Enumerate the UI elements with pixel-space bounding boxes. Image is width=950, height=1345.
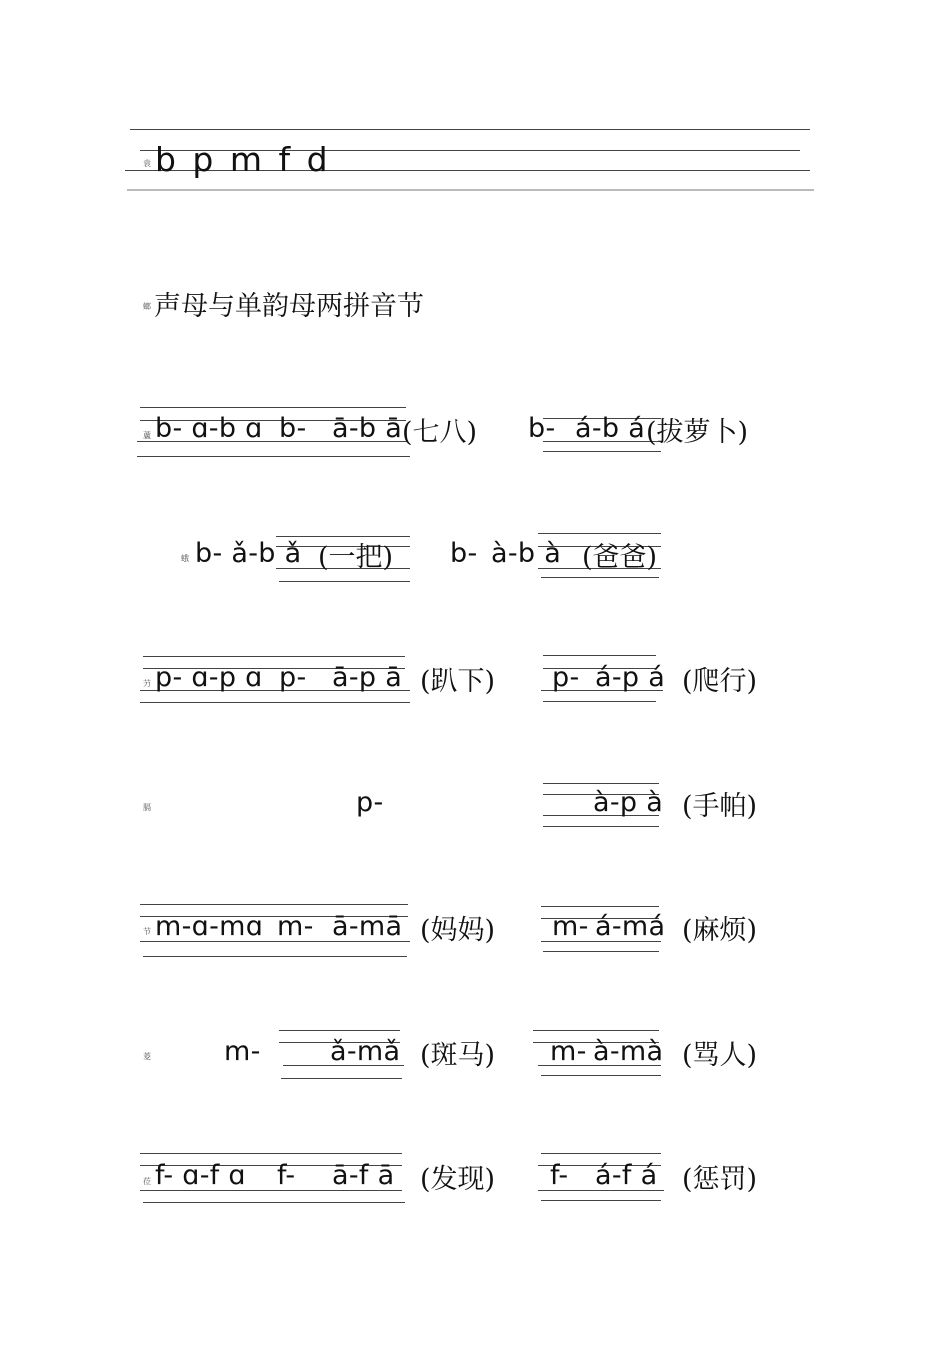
row-1-word-a: (七八) [402,417,478,448]
row-3-syllable-a2: p- [279,662,307,693]
row-2-word-a: (一把) [318,542,394,573]
row-5-syllable-a1: m-ɑ-mɑ [155,911,264,942]
row-3-syllable-a3: ā-p ā [332,662,403,693]
row-6-word-a: (斑马) [420,1040,496,1071]
row-6-syllable-a2: m- [224,1036,261,1067]
row-6-word-b: (骂人) [682,1040,758,1071]
row-1-syllable-a2: b- [279,413,307,444]
row-3-word-b: (爬行) [682,666,758,697]
row-5-syllable-b2: á-má [595,911,666,942]
row-2-syllable-b1: b- [450,538,478,569]
row-2-syllable-b2: à-b à [491,538,562,569]
row-4-syllable-a2: p- [356,787,384,818]
row-3-syllable-a1: p- ɑ-p ɑ [155,662,263,693]
row-1-syllable-b2: á-b á [575,413,646,444]
row-3-syllable-b1: p- [552,662,580,693]
row-1-syllable-a3: ā-b ā [332,413,403,444]
row-5-word-b: (麻烦) [682,915,758,946]
row-4-marker: 膈 [143,803,151,812]
title-line-bottom [127,189,814,191]
title-letters: b p m f d [155,140,331,179]
row-6-syllable-b1: m- [550,1036,587,1067]
row-7-word-b: (惩罚) [682,1164,758,1195]
row-7-word-a: (发现) [420,1164,496,1195]
row-4-syllable-b2: à-p à [593,787,664,818]
heading-marker: 螂 [143,302,151,311]
row-2-marker: 蛾 [181,554,189,563]
row-1-syllable-b1: b- [528,413,556,444]
row-1-syllable-a1: b- ɑ-b ɑ [155,413,263,444]
row-7-syllable-b1: f- [550,1160,569,1191]
section-heading: 声母与单韵母两拼音节 [154,291,424,322]
title-line-top [130,129,810,130]
row-5-word-a: (妈妈) [420,915,496,946]
row-7-syllable-a1: f- ɑ-f ɑ [155,1160,246,1191]
row-7-marker: 莅 [143,1177,151,1186]
row-1-marker: 蘆 [143,431,151,440]
row-6-syllable-b2: à-mà [593,1036,664,1067]
row-3-marker: 芀 [143,679,151,688]
row-5-marker: 节 [143,927,151,936]
row-6-marker: 菱 [143,1052,151,1061]
row-3-word-a: (趴下) [420,666,496,697]
row-2-word-b: (爸爸) [582,542,658,573]
row-7-syllable-a3: ā-f ā [332,1160,395,1191]
row-5-syllable-a3: ā-mā [332,911,403,942]
row-7-syllable-a2: f- [277,1160,296,1191]
row-7-syllable-b2: á-f á [595,1160,658,1191]
row-4-word-b: (手帕) [682,791,758,822]
row-5-syllable-b1: m- [552,911,589,942]
row-5-syllable-a2: m- [277,911,314,942]
row-6-syllable-a3: ǎ-mǎ [330,1036,401,1067]
title-marker: 袁 [143,159,151,168]
row-2-syllable-a1: b- ǎ-b ǎ [195,538,302,569]
row-3-syllable-b2: á-p á [595,662,666,693]
row-1-word-b: (拔萝卜) [646,417,749,448]
